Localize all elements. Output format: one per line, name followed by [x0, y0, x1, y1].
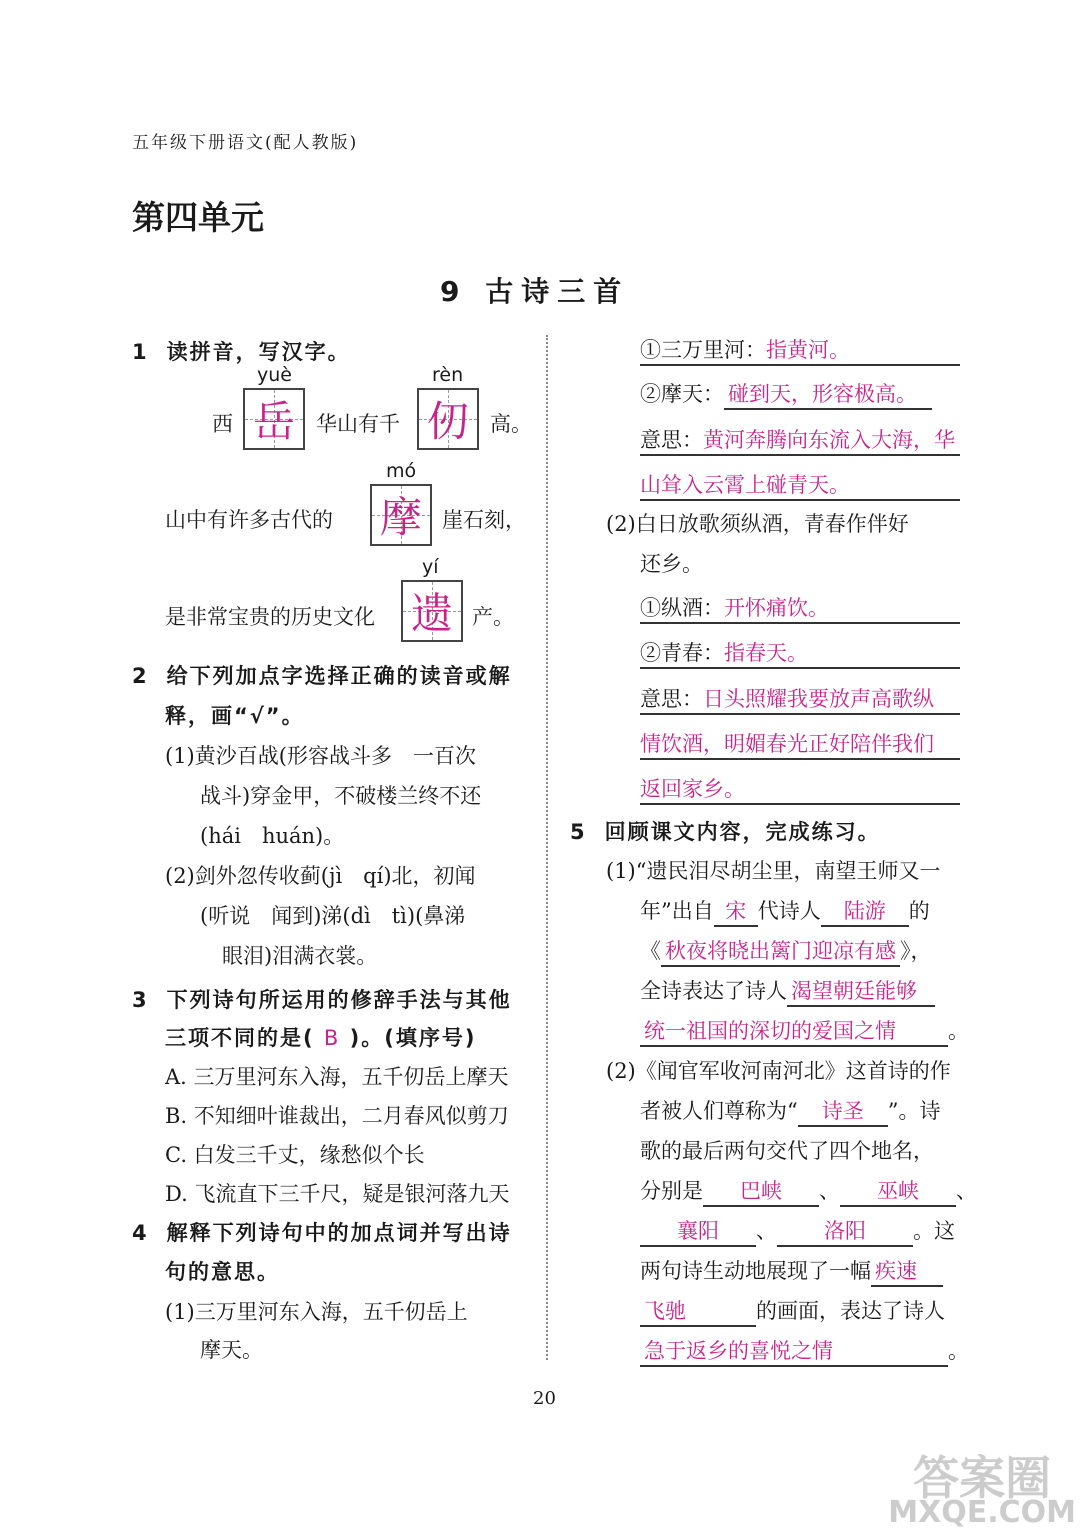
text-line: 华山有千 [316, 412, 400, 436]
answer-line: 返回家乡。 [640, 773, 960, 805]
pinyin: mó [386, 460, 417, 482]
text-line: 是非常宝贵的历史文化 [165, 605, 375, 629]
q2-item-1: 战斗)穿金甲，不破楼兰终不还 [200, 784, 482, 808]
column-divider [546, 335, 548, 1360]
q3-option-d: D. 飞流直下三千尺，疑是银河落九天 [165, 1182, 510, 1206]
pinyin: yí [422, 556, 439, 578]
q4-poem-2: (2)白日放歌须纵酒，青春作伴好 [606, 512, 909, 536]
text-line: 产。 [472, 605, 514, 629]
answer-line: 意思：黄河奔腾向东流入大海，华 [640, 424, 960, 456]
text-line: 山中有许多古代的 [165, 508, 333, 532]
text-line: 崖石刻， [442, 508, 526, 532]
pinyin: rèn [432, 364, 464, 386]
q5-item-1: 年”出自 宋 代诗人 陆游 的 [640, 895, 930, 927]
q5-item-1: (1)“遗民泪尽胡尘里，南望王师又一 [606, 859, 941, 883]
q3-option-b: B. 不知细叶谁裁出，二月春风似剪刀 [165, 1104, 509, 1128]
char-box: 岳 [243, 388, 305, 450]
book-header: 五年级下册语文(配人教版) [132, 133, 359, 153]
q5-item-2: 分别是 巴峡 、 巫峡 、 [640, 1175, 977, 1207]
q2-item-1: (hái huán)。 [200, 824, 345, 848]
watermark-logo: 答案圈 MXQE.COM [888, 1450, 1076, 1530]
answer-line: ①三万里河：指黄河。 [640, 334, 960, 366]
answer-line: ②摩天： 碰到天，形容极高。 [640, 378, 960, 410]
answer-line: ②青春：指春天。 [640, 637, 960, 669]
lesson-title: 9 古诗三首 [440, 275, 630, 308]
text-line: 高。 [490, 412, 532, 436]
pinyin: yuè [257, 364, 292, 386]
unit-title: 第四单元 [132, 198, 264, 237]
q3-option-c: C. 白发三千丈，缘愁似个长 [165, 1143, 425, 1167]
q5-item-2: 襄阳 、 洛阳 。这 [640, 1215, 955, 1247]
answer-line: ①纵酒：开怀痛饮。 [640, 592, 960, 624]
q5-item-2: 歌的最后两句交代了四个地名， [640, 1139, 934, 1163]
char-box: 遗 [401, 580, 463, 642]
q5-item-2: 急于返乡的喜悦之情 。 [640, 1335, 969, 1367]
q5-item-1: 全诗表达了诗人 渴望朝廷能够 [640, 975, 935, 1007]
q3-title-cont: 三项不同的是( B )。(填序号) [165, 1026, 477, 1050]
q5-item-2: 两句诗生动地展现了一幅 疾速 [640, 1255, 943, 1287]
answer-line: 意思：日头照耀我要放声高歌纵 [640, 683, 960, 715]
q5-header: 5 回顾课文内容，完成练习。 [570, 820, 881, 844]
q5-item-1: 统一祖国的深切的爱国之情 。 [640, 1015, 969, 1047]
q2-item-2: (听说 闻到)涕(dì tì)(鼻涕 [200, 904, 466, 928]
q5-item-1: 《 秋夜将晓出篱门迎凉有感 》， [640, 935, 932, 967]
char-box: 仞 [417, 388, 479, 450]
q4-poem-1: (1)三万里河东入海，五千仞岳上 [165, 1300, 468, 1324]
q2-item-2: 眼泪)泪满衣裳。 [222, 944, 378, 968]
q4-poem-1: 摩天。 [200, 1338, 263, 1362]
q5-item-2: 者被人们尊称为“ 诗圣 ”。诗 [640, 1095, 941, 1127]
text-line: 西 [212, 412, 233, 436]
page-number: 20 [533, 1388, 556, 1409]
q2-header: 2 给下列加点字选择正确的读音或解 [132, 664, 512, 688]
q5-item-2: (2)《闻官军收河南河北》这首诗的作 [606, 1059, 951, 1083]
answer-line: 情饮酒，明媚春光正好陪伴我们 [640, 728, 960, 760]
q2-title-cont: 释，画“√”。 [165, 704, 305, 728]
char-box: 摩 [370, 484, 432, 546]
q3-option-a: A. 三万里河东入海，五千仞岳上摩天 [165, 1065, 509, 1089]
q4-header: 4 解释下列诗句中的加点词并写出诗 [132, 1221, 512, 1245]
answer-line: 山耸入云霄上碰青天。 [640, 469, 960, 501]
q2-item-1: (1)黄沙百战(形容战斗多 一百次 [165, 744, 476, 768]
q1-header: 1 读拼音，写汉字。 [132, 340, 351, 364]
q2-item-2: (2)剑外忽传收蓟(jì qí)北，初闻 [165, 864, 476, 888]
q4-poem-2: 还乡。 [640, 552, 703, 576]
q5-item-2: 飞驰 的画面，表达了诗人 [640, 1295, 945, 1327]
q3-header: 3 下列诗句所运用的修辞手法与其他 [132, 988, 512, 1012]
q4-title-cont: 句的意思。 [165, 1260, 280, 1284]
